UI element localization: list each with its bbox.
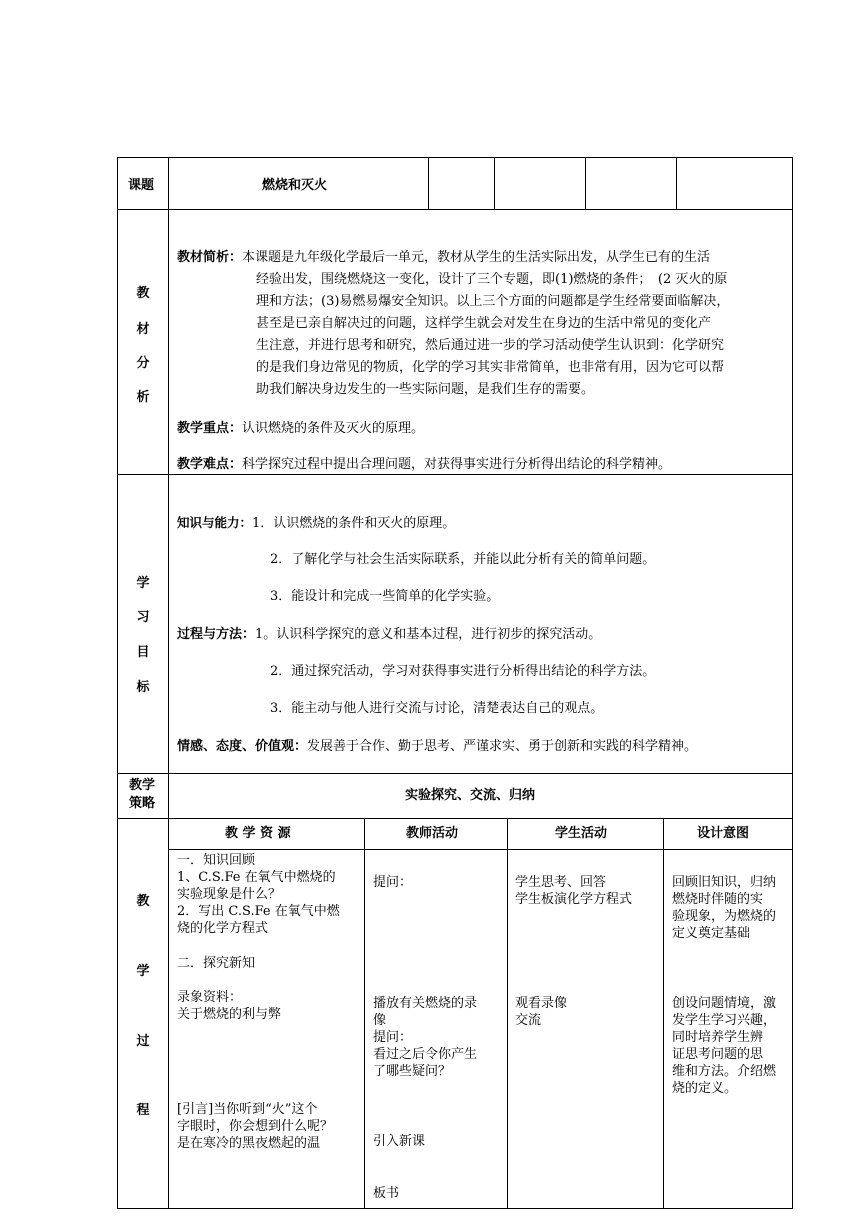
topic-label: 课题: [128, 178, 155, 193]
intent-line-1: 回顾旧知识，归纳: [672, 875, 777, 890]
intent-line-7: 同时培养学生辨: [672, 1030, 764, 1045]
teacher-line-3: 像: [373, 1013, 387, 1028]
student-line-2: 学生板演化学方程式: [515, 892, 633, 907]
header-empty-cell-3[interactable]: [586, 158, 676, 209]
topic-title: 燃烧和灭火: [262, 178, 328, 193]
emotion-label: 情感、态度、价值观：: [177, 739, 308, 754]
resource-line-10: 字眼时，你会想到什么呢？: [177, 1119, 334, 1134]
student-line-1: 学生思考、回答: [515, 875, 607, 890]
intent-line-2: 燃烧时伴随的实: [672, 892, 764, 907]
col-header-teacher: 教师活动: [406, 826, 459, 841]
resource-line-5: 烧的化学方程式: [177, 921, 269, 936]
knowledge-item-1: 1．认识燃烧的条件和灭火的原理。: [252, 516, 456, 531]
teacher-line-5: 看过之后令你产生: [373, 1047, 478, 1062]
resource-line-2: 1、C.S.Fe 在氧气中燃烧的: [177, 870, 336, 885]
resource-line-11: 是在寒冷的黑夜燃起的温: [177, 1136, 321, 1151]
header-empty-cell-1[interactable]: [429, 158, 494, 209]
col-header-intent: 设计意图: [697, 826, 750, 841]
teacher-line-7: 引入新课: [373, 1134, 426, 1149]
goals-label-1: 学: [136, 576, 150, 591]
col-header-student: 学生活动: [555, 826, 608, 841]
process-item-1: 1。认识科学探究的意义和基本过程，进行初步的探究活动。: [255, 627, 602, 642]
resource-line-4: 2．写出 C.S.Fe 在氧气中燃: [177, 904, 340, 919]
col-header-resources: 教 学 资 源: [225, 826, 291, 841]
strategy-label-1: 教学: [129, 778, 156, 793]
process-item-2: 2．通过探究活动，学习对获得事实进行分析得出结论的科学方法。: [270, 664, 656, 679]
resource-line-8: 关于燃烧的利与弊: [177, 1007, 282, 1022]
teacher-line-8: 板书: [373, 1186, 400, 1201]
key-text: 认识燃烧的条件及灭火的原理。: [242, 421, 425, 436]
header-empty-cell-4[interactable]: [677, 158, 792, 209]
knowledge-item-2: 2．了解化学与社会生活实际联系，并能以此分析有关的简单问题。: [270, 552, 656, 567]
intent-line-3: 验现象，为燃烧的: [672, 909, 777, 924]
student-line-3: 观看录像: [515, 996, 568, 1011]
knowledge-label: 知识与能力：: [177, 515, 253, 530]
intent-line-6: 发学生学习兴趣，: [672, 1013, 777, 1028]
intro-line-5: 生注意，并进行思考和研究，然后通过进一步的学习活动使学生认识到：化学研究: [256, 338, 725, 353]
intro-line-3: 理和方法；(3)易燃易爆安全知识。以上三个方面的问题都是学生经常要面临解决，: [256, 294, 730, 309]
process-label-2: 学: [136, 964, 150, 979]
process-label-4: 程: [136, 1103, 150, 1118]
intro-line-2: 经验出发，围绕燃烧这一变化，设计了三个专题，即(1)燃烧的条件； (2 灭火的原: [256, 272, 728, 287]
intro-label: 教材简析：: [177, 250, 243, 265]
emotion-text: 发展善于合作、勤于思考、严谨求实、勇于创新和实践的科学精神。: [307, 739, 698, 754]
intro-line-6: 的是我们身边常见的物质，化学的学习其实非常简单，也非常有用，因为它可以帮: [256, 360, 725, 375]
diff-label: 教学难点：: [177, 457, 243, 472]
strategy-text: 实验探究、交流、归纳: [405, 788, 536, 803]
teacher-line-6: 了哪些疑问？: [373, 1064, 452, 1079]
resource-line-6: 二．探究新知: [177, 956, 256, 971]
process-line-1: [177, 625, 601, 644]
intro-line-4: 甚至是已亲自解决过的问题，这样学生就会对发生在身边的生活中常见的变化产: [256, 316, 712, 331]
intro-line-7: 助我们解决身边发生的一些实际问题，是我们生存的需要。: [256, 382, 595, 397]
knowledge-line-1: [177, 513, 455, 533]
key-point: [177, 419, 424, 438]
analysis-label-1: 教: [136, 286, 150, 301]
key-label: 教学重点：: [177, 421, 243, 436]
process-label-3: 过: [136, 1034, 150, 1049]
resource-line-1: 一．知识回顾: [177, 853, 256, 868]
difficult-point: [177, 455, 671, 474]
resource-line-3: 实验现象是什么？: [177, 887, 282, 902]
process-item-3: 3．能主动与他人进行交流与讨论，清楚表达自己的观点。: [270, 701, 604, 716]
teacher-line-2: 播放有关燃烧的录: [373, 996, 478, 1011]
process-label-1: 教: [136, 894, 150, 909]
diff-text: 科学探究过程中提出合理问题，对获得事实进行分析得出结论的科学精神。: [242, 457, 672, 472]
resource-line-7: 录象资料：: [177, 990, 243, 1005]
student-line-4: 交流: [515, 1013, 542, 1028]
goals-label-4: 标: [136, 680, 150, 695]
teacher-line-1: 提问：: [373, 875, 413, 890]
analysis-intro-line: [177, 248, 710, 267]
resource-line-9: [引言]当你听到“火”这个: [177, 1102, 318, 1117]
header-empty-cell-2[interactable]: [495, 158, 585, 209]
analysis-label-4: 析: [136, 390, 150, 405]
analysis-label-2: 材: [136, 322, 150, 337]
intent-line-9: 维和方法。介绍燃: [672, 1064, 777, 1079]
intro-first: 本课题是九年级化学最后一单元，教材从学生的生活实际出发，从学生已有的生活: [242, 250, 711, 265]
strategy-label-2: 策略: [129, 796, 156, 811]
intent-line-8: 证思考问题的思: [672, 1047, 764, 1062]
process-method-label: 过程与方法：: [177, 627, 256, 642]
goals-label-3: 目: [136, 645, 150, 660]
intent-line-10: 烧的定义。: [672, 1081, 738, 1096]
intent-line-4: 定义奠定基础: [672, 926, 751, 941]
teacher-line-4: 提问：: [373, 1030, 413, 1045]
analysis-label-3: 分: [136, 356, 150, 371]
intent-line-5: 创设问题情境，激: [672, 996, 777, 1011]
goals-label-2: 习: [136, 610, 150, 625]
knowledge-item-3: 3．能设计和完成一些简单的化学实验。: [270, 589, 500, 604]
emotion-line: [177, 737, 697, 756]
